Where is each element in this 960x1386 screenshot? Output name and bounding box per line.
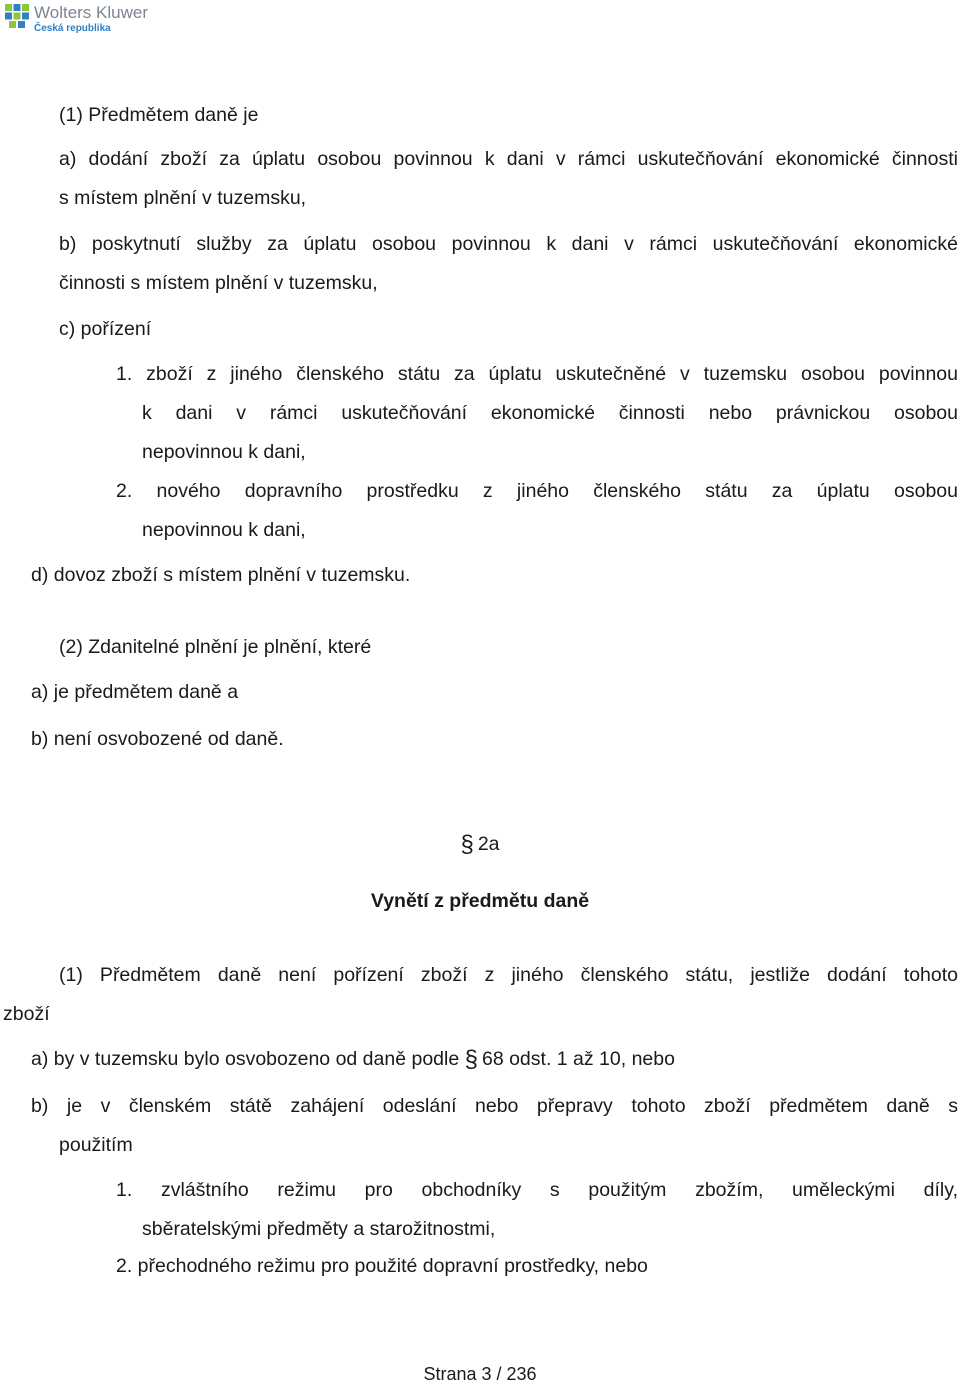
page-number: Strana 3 / 236	[423, 1364, 537, 1384]
section-number-text: 2a	[477, 833, 500, 855]
wolters-kluwer-logo-icon	[4, 3, 30, 29]
section-paragraph-1-line-2: zboží	[3, 1003, 50, 1025]
paragraph-2-item-a: a) je předmětem daně a	[31, 681, 239, 703]
section-item-b2: 2. přechodného režimu pro použité dopravní prostředky, nebo	[116, 1255, 648, 1277]
item-a-line-1: a) dodání zboží za úplatu osobou povinnou k dani v rámci uskutečňování ekonomické činnosti	[59, 148, 958, 170]
item-d: d) dovoz zboží s místem plnění v tuzemsku.	[31, 564, 411, 586]
item-b-line-1: b) poskytnutí služby za úplatu osobou povinnou k dani v rámci uskutečňování ekonomické	[59, 233, 958, 255]
section-item-b-line-2: použitím	[59, 1134, 133, 1156]
logo-subtitle-text: Česká republika	[34, 23, 111, 34]
section-item-b1-line-2: sběratelskými předměty a starožitnostmi,	[142, 1218, 496, 1240]
section-number	[0, 832, 960, 857]
section-symbol: §	[460, 831, 474, 858]
item-c1-line-3: nepovinnou k dani,	[142, 441, 306, 463]
section-item-a	[31, 1047, 675, 1072]
item-b-line-2: činnosti s místem plnění v tuzemsku,	[59, 272, 378, 294]
item-c1-line-2: k dani v rámci uskutečňování ekonomické činnosti nebo právnickou osobou	[142, 402, 958, 424]
section-item-b1-line-1: 1. zvláštního režimu pro obchodníky s použitým zbožím, uměleckými díly,	[116, 1179, 958, 1201]
paragraph-2-heading: (2) Zdanitelné plnění je plnění, které	[59, 636, 372, 658]
item-c2-line-2: nepovinnou k dani,	[142, 519, 306, 541]
item-a-line-2: s místem plnění v tuzemsku,	[59, 187, 307, 209]
section-item-a-symbol: §	[464, 1046, 478, 1073]
publisher-logo	[4, 3, 148, 34]
section-item-b-line-1: b) je v členském státě zahájení odeslání nebo přepravy tohoto zboží předmětem daně s	[31, 1095, 958, 1117]
item-c1-line-1: 1. zboží z jiného členského státu za úplatu uskutečněné v tuzemsku osobou povinnou	[116, 363, 958, 385]
paragraph-2-item-b: b) není osvobozené od daně.	[31, 728, 284, 750]
section-item-a-prefix: a) by v tuzemsku bylo osvobozeno od daně podle	[31, 1048, 460, 1070]
item-c: c) pořízení	[59, 318, 152, 340]
item-c2-line-1: 2. nového dopravního prostředku z jiného členského státu za úplatu osobou	[116, 480, 958, 502]
section-title: Vynětí z předmětu daně	[370, 890, 590, 912]
logo-brand-text: Wolters Kluwer	[34, 3, 148, 22]
section-item-a-suffix: 68 odst. 1 až 10, nebo	[481, 1048, 675, 1070]
paragraph-1-heading: (1) Předmětem daně je	[59, 104, 259, 126]
section-paragraph-1-line-1: (1) Předmětem daně není pořízení zboží z jiného členského státu, jestliže dodání tohoto	[59, 964, 958, 986]
